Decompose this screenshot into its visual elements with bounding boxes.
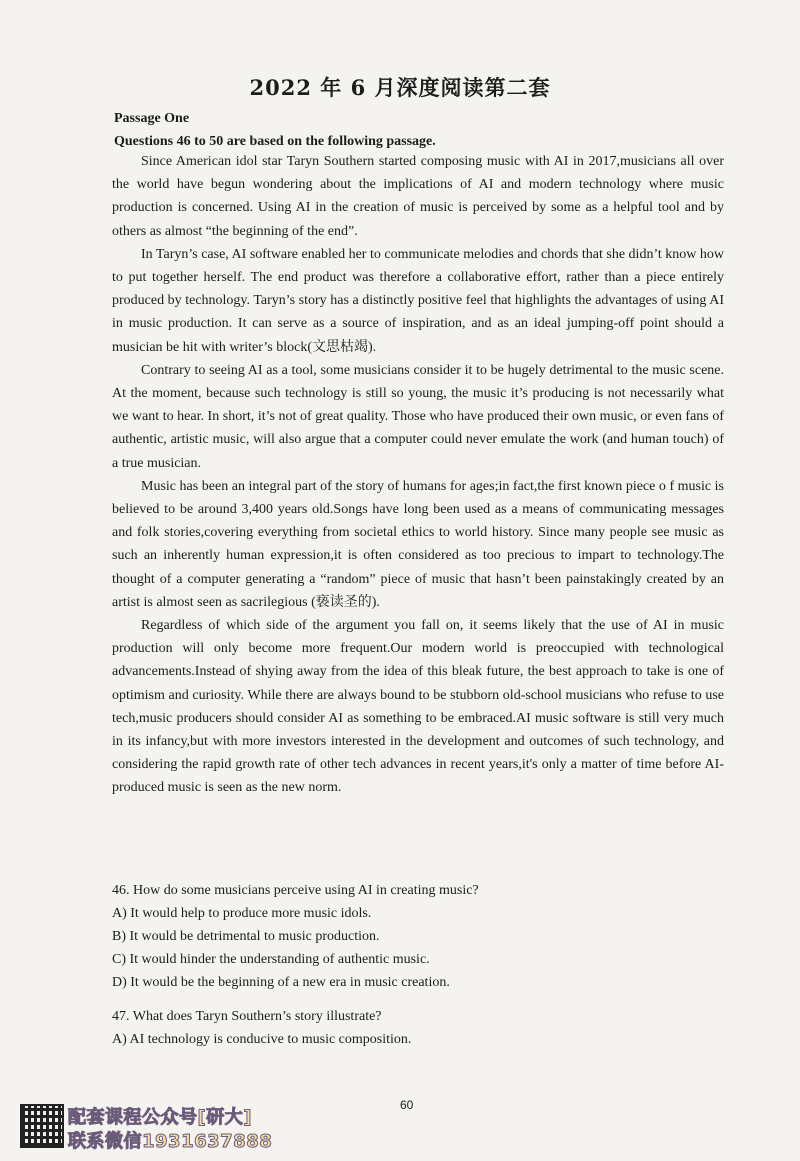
paragraph-4: Music has been an integral part of the story of humans for ages;in fact,the first known piece o f music is believed to be around 3,400 years old.Songs have long been used as a means of communicating messages and folk stories,covering everything from societal ethics to world history. Since many people see music as such an inherently human expression,it is often considered as too precious to impart to technology.The thought of a computer generating a “random” piece of music that hasn’t been painstakingly created by an artist is almost seen as sacrilegious (亵读圣的). xyxy=(112,478,724,610)
question-list xyxy=(112,880,724,1063)
instruction-heading: Questions 46 to 50 are based on the following passage. xyxy=(114,134,436,149)
qr-code-icon xyxy=(20,1104,64,1148)
option-a: A) AI technology is conducive to music composition. xyxy=(112,1032,412,1047)
question-47 xyxy=(112,1006,724,1051)
option-c: C) It would hinder the understanding of authentic music. xyxy=(112,952,430,967)
question-stem: 46. How do some musicians perceive using AI in creating music? xyxy=(112,883,479,898)
option-b: B) It would be detrimental to music production. xyxy=(112,929,380,944)
paragraph-5: Regardless of which side of the argument you fall on, it seems likely that the use of AI in music production will only become more frequent.Our modern world is preoccupied with technological advancements.Instead of shying away from the idea of this bleak future, the best approach to take is one of optimism and curiosity. While there are always bound to be stubborn old-school musicians who refuse to use tech,music producers should consider AI as something to be embraced.AI music software is still very much in its infancy,but with more investors interested in the development and outcomes of such technology, and considering the rapid growth rate of other tech advances in recent years,it's only a matter of time before AI-produced music is seen as the new norm. xyxy=(112,618,724,796)
question-46 xyxy=(112,880,724,994)
question-stem: 47. What does Taryn Southern’s story illustrate? xyxy=(112,1009,382,1024)
paragraph-1: Since American idol star Taryn Southern started composing music with AI in 2017,musicians all over the world have begun wondering about the implications of AI and modern technology where music production is concerned. Using AI in the creation of music is perceived by some as a helpful tool and by others as almost “the beginning of the end”. xyxy=(112,154,724,239)
option-a: A) It would help to produce more music idols. xyxy=(112,906,372,921)
option-d: D) It would be the beginning of a new era in music creation. xyxy=(112,975,450,990)
passage-body xyxy=(112,150,724,800)
paragraph-3: Contrary to seeing AI as a tool, some musicians consider it to be hugely detrimental to the music scene. At the moment, because such technology is still so young, the music it’s producing is not necessarily what we want to hear. In short, it’s not of great quality. Those who have produced their own music, or even fans of authentic, artistic music, will also argue that a computer could never emulate the work (and human touch) of a true musician. xyxy=(112,362,724,471)
promo-line-2: 联系微信1931637888 xyxy=(68,1131,273,1152)
page-title: 2022 年 6 月深度阅读第二套 xyxy=(249,75,551,100)
page-number: 60 xyxy=(400,1098,414,1112)
paragraph-2: In Taryn’s case, AI software enabled her to communicate melodies and chords that she didn’t know how to put together herself. The end product was therefore a collaborative effort, rather than a piece entirely produced by technology. Taryn’s story has a distinctly positive feel that highlights the advantages of using AI in music production. It can serve as a source of inspiration, and as an ideal jumping-off point should a musician be hit with writer’s block(文思枯竭). xyxy=(112,246,724,355)
promo-line-1: 配套课程公众号[研大] xyxy=(68,1107,252,1128)
passage-label: Passage One xyxy=(114,111,190,126)
